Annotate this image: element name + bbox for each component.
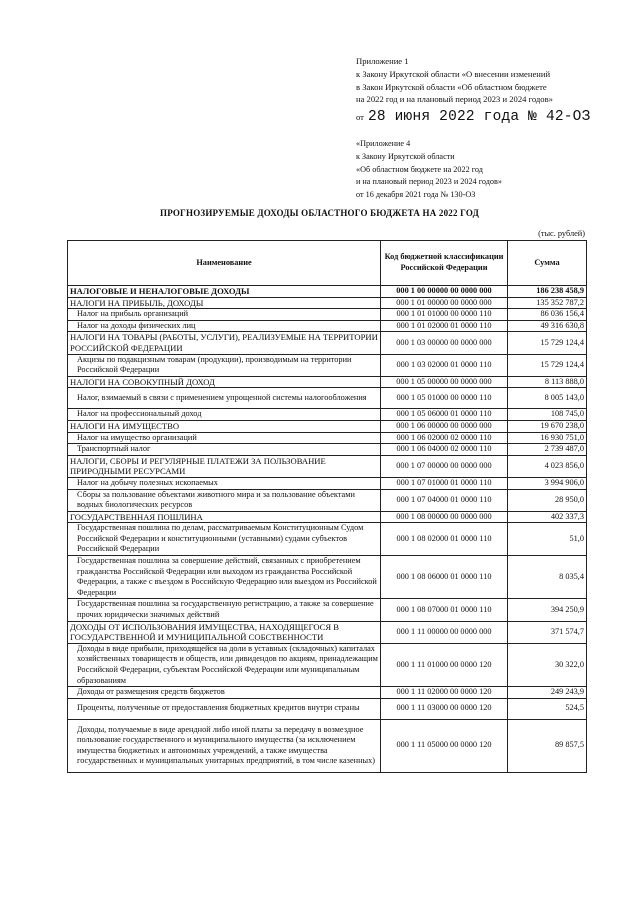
row-code: 000 1 05 01000 00 0000 110: [381, 388, 508, 409]
row-sum: 3 994 906,0: [508, 477, 587, 489]
table-row: [68, 388, 587, 409]
appendix2-line: к Закону Иркутской области: [356, 151, 455, 161]
row-name: Сборы за пользование объектами животного мира и за пользование объектами водных биологических ресурсов: [68, 489, 381, 511]
row-sum: 186 238 458,9: [508, 286, 587, 298]
row-sum: 89 857,5: [508, 719, 587, 772]
appendix-line: Приложение 1: [356, 56, 409, 66]
row-sum: 28 950,0: [508, 489, 587, 511]
appendix-line: на 2022 год и на плановый период 2023 и 2024 годов»: [356, 94, 553, 105]
row-code: 000 1 08 00000 00 0000 000: [381, 511, 508, 523]
row-name: Налог на добычу полезных ископаемых: [68, 477, 381, 489]
table-row: [68, 320, 587, 332]
row-name: НАЛОГИ, СБОРЫ И РЕГУЛЯРНЫЕ ПЛАТЕЖИ ЗА ПОЛЬЗОВАНИЕ ПРИРОДНЫМИ РЕСУРСАМИ: [68, 455, 381, 477]
table-row: [68, 698, 587, 719]
table-row: [68, 719, 587, 772]
row-code: 000 1 03 02000 01 0000 110: [381, 354, 508, 376]
table-row: [68, 420, 587, 432]
row-code: 000 1 06 00000 00 0000 000: [381, 420, 508, 432]
table-row: [68, 621, 587, 643]
appendix2-line: и на плановый период 2023 и 2024 годов»: [356, 177, 502, 187]
table-row: [68, 643, 587, 686]
appendix2-line: «Об областном бюджете на 2022 год: [356, 164, 483, 174]
row-code: 000 1 07 01000 01 0000 110: [381, 477, 508, 489]
header-sum: Сумма: [508, 241, 587, 286]
row-sum: 15 729 124,4: [508, 332, 587, 354]
row-name: Налог на доходы физических лиц: [68, 320, 381, 332]
table-row: [68, 332, 587, 354]
row-name: Налог, взимаемый в связи с применением упрощенной системы налогообложения: [68, 388, 381, 409]
appendix2-line: от 16 декабря 2021 года № 130-ОЗ: [356, 190, 476, 200]
row-name: Государственная пошлина за государственную регистрацию, а также за совершение прочих юридически значимых действий: [68, 599, 381, 621]
table-row: [68, 354, 587, 376]
table-row: [68, 599, 587, 621]
original-appendix-block: [356, 138, 502, 202]
table-header-row: [68, 241, 587, 286]
row-code: 000 1 06 04000 02 0000 110: [381, 444, 508, 456]
row-sum: 8 005 143,0: [508, 388, 587, 409]
row-sum: 30 322,0: [508, 643, 587, 686]
row-name: Налог на имущество организаций: [68, 432, 381, 444]
row-name: НАЛОГИ НА ПРИБЫЛЬ, ДОХОДЫ: [68, 297, 381, 309]
table-row: [68, 489, 587, 511]
row-sum: 4 023 856,0: [508, 455, 587, 477]
table-row: [68, 432, 587, 444]
header-code: Код бюджетной классификации Российской Федерации: [381, 241, 508, 286]
header-name: Наименование: [68, 241, 381, 286]
row-sum: 108 745,0: [508, 409, 587, 421]
row-code: 000 1 03 00000 00 0000 000: [381, 332, 508, 354]
table-row: [68, 444, 587, 456]
revenue-table: [67, 240, 587, 773]
appendix-line: в Закон Иркутской области «Об областном бюджете: [356, 81, 547, 92]
table-row: [68, 455, 587, 477]
row-sum: 86 036 156,4: [508, 309, 587, 321]
row-code: 000 1 08 07000 01 0000 110: [381, 599, 508, 621]
row-code: 000 1 05 00000 00 0000 000: [381, 376, 508, 388]
table-row: [68, 687, 587, 699]
row-code: 000 1 06 02000 02 0000 110: [381, 432, 508, 444]
row-code: 000 1 08 06000 01 0000 110: [381, 556, 508, 599]
table-row: [68, 309, 587, 321]
row-name: Налог на профессиональный доход: [68, 409, 381, 421]
row-sum: 49 316 630,8: [508, 320, 587, 332]
row-code: 000 1 01 00000 00 0000 000: [381, 297, 508, 309]
row-sum: 249 243,9: [508, 687, 587, 699]
appendix-block: [356, 55, 553, 106]
row-name: НАЛОГИ НА СОВОКУПНЫЙ ДОХОД: [68, 376, 381, 388]
row-name: Доходы от размещения средств бюджетов: [68, 687, 381, 699]
row-sum: 371 574,7: [508, 621, 587, 643]
row-sum: 8 035,4: [508, 556, 587, 599]
row-name: ГОСУДАРСТВЕННАЯ ПОШЛИНА: [68, 511, 381, 523]
row-code: 000 1 07 00000 00 0000 000: [381, 455, 508, 477]
row-code: 000 1 11 00000 00 0000 000: [381, 621, 508, 643]
row-code: 000 1 08 02000 01 0000 110: [381, 523, 508, 556]
row-code: 000 1 11 02000 00 0000 120: [381, 687, 508, 699]
row-code: 000 1 01 02000 01 0000 110: [381, 320, 508, 332]
row-code: 000 1 11 03000 00 0000 120: [381, 698, 508, 719]
table-row: [68, 286, 587, 298]
row-sum: 135 352 787,2: [508, 297, 587, 309]
row-name: Транспортный налог: [68, 444, 381, 456]
row-sum: 2 739 487,0: [508, 444, 587, 456]
table-row: [68, 523, 587, 556]
row-sum: 19 670 238,0: [508, 420, 587, 432]
row-name: ДОХОДЫ ОТ ИСПОЛЬЗОВАНИЯ ИМУЩЕСТВА, НАХОДЯЩЕГОСЯ В ГОСУДАРСТВЕННОЙ И МУНИЦИПАЛЬНОЙ СОБСТВЕННОСТИ: [68, 621, 381, 643]
row-sum: 402 337,3: [508, 511, 587, 523]
row-name: Государственная пошлина за совершение действий, связанных с приобретением гражданства Российской Федерации или выходом из гражданства Российской Федерации, а также с въездом в Российскую Федерацию или выездом из Российской Федерации: [68, 556, 381, 599]
appendix2-line: «Приложение 4: [356, 139, 411, 148]
row-sum: 394 250,9: [508, 599, 587, 621]
table-row: [68, 477, 587, 489]
table-row: [68, 297, 587, 309]
row-name: Доходы, получаемые в виде арендной либо иной платы за передачу в возмездное пользование государственного и муниципального имущества (за исключением имущества бюджетных и автономных учреждений, а также имущества государственных и муниципальных унитарных предприятий, в том числе казенных): [68, 719, 381, 772]
row-name: Доходы в виде прибыли, приходящейся на доли в уставных (складочных) капиталах хозяйственных товариществ и обществ, или дивидендов по акциям, принадлежащим Российской Федерации, субъектам Российской Федерации или муниципальным образованиям: [68, 643, 381, 686]
table-row: [68, 511, 587, 523]
row-code: 000 1 01 01000 00 0000 110: [381, 309, 508, 321]
units-label: (тыс. рублей): [538, 229, 585, 238]
row-sum: 524,5: [508, 698, 587, 719]
row-code: 000 1 00 00000 00 0000 000: [381, 286, 508, 298]
row-name: Проценты, полученные от предоставления бюджетных кредитов внутри страны: [68, 698, 381, 719]
row-sum: 15 729 124,4: [508, 354, 587, 376]
date-prefix: от: [356, 112, 364, 122]
document-title: ПРОГНОЗИРУЕМЫЕ ДОХОДЫ ОБЛАСТНОГО БЮДЖЕТА НА 2022 ГОД: [160, 208, 479, 218]
row-name: Акцизы по подакцизным товарам (продукции), производимым на территории Российской Федерации: [68, 354, 381, 376]
table-row: [68, 409, 587, 421]
row-code: 000 1 05 06000 01 0000 110: [381, 409, 508, 421]
table-row: [68, 556, 587, 599]
table-row: [68, 376, 587, 388]
law-date-line: [356, 109, 591, 125]
row-sum: 16 930 751,0: [508, 432, 587, 444]
row-name: НАЛОГОВЫЕ И НЕНАЛОГОВЫЕ ДОХОДЫ: [68, 286, 381, 298]
appendix-line: к Закону Иркутской области «О внесении изменений: [356, 68, 551, 79]
row-name: НАЛОГИ НА ИМУЩЕСТВО: [68, 420, 381, 432]
row-name: НАЛОГИ НА ТОВАРЫ (РАБОТЫ, УСЛУГИ), РЕАЛИЗУЕМЫЕ НА ТЕРРИТОРИИ РОССИЙСКОЙ ФЕДЕРАЦИИ: [68, 332, 381, 354]
row-code: 000 1 11 01000 00 0000 120: [381, 643, 508, 686]
row-name: Налог на прибыль организаций: [68, 309, 381, 321]
law-date-number: 28 июня 2022 года № 42-ОЗ: [367, 109, 591, 125]
row-sum: 51,0: [508, 523, 587, 556]
row-sum: 8 113 888,0: [508, 376, 587, 388]
row-name: Государственная пошлина по делам, рассматриваемым Конституционным Судом Российской Федерации и конституционными (уставными) судами субъектов Российской Федерации: [68, 523, 381, 556]
row-code: 000 1 11 05000 00 0000 120: [381, 719, 508, 772]
row-code: 000 1 07 04000 01 0000 110: [381, 489, 508, 511]
